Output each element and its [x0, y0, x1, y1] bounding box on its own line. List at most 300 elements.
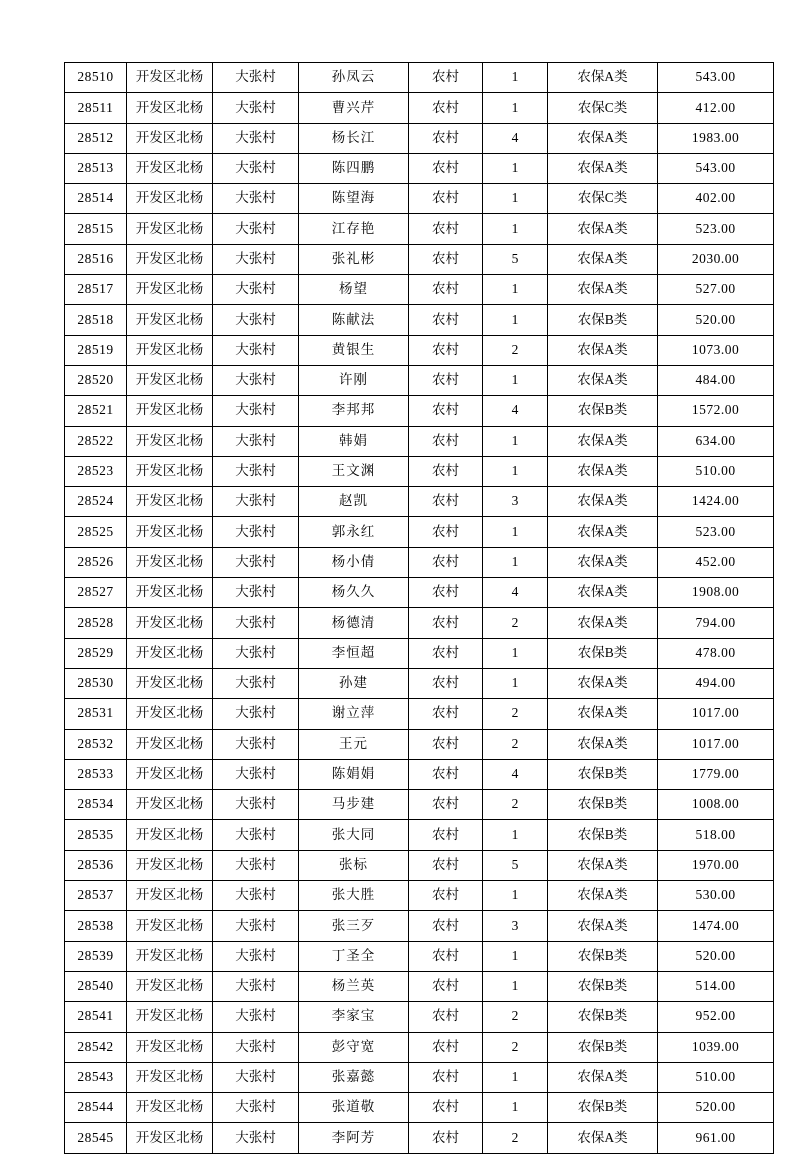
cell-amount: 961.00 — [658, 1123, 774, 1153]
table-row — [65, 63, 774, 93]
cell-town: 开发区北杨 — [127, 123, 213, 153]
cell-category: 农保A类 — [548, 335, 658, 365]
table-body — [65, 63, 774, 1154]
cell-id: 28517 — [65, 275, 127, 305]
cell-type: 农村 — [409, 790, 483, 820]
cell-category: 农保B类 — [548, 1093, 658, 1123]
cell-count: 1 — [483, 820, 548, 850]
cell-category: 农保A类 — [548, 275, 658, 305]
cell-town: 开发区北杨 — [127, 487, 213, 517]
cell-name: 江存艳 — [299, 214, 409, 244]
cell-type: 农村 — [409, 123, 483, 153]
cell-village: 大张村 — [213, 244, 299, 274]
cell-type: 农村 — [409, 214, 483, 244]
cell-town: 开发区北杨 — [127, 608, 213, 638]
cell-name: 杨小倩 — [299, 547, 409, 577]
cell-village: 大张村 — [213, 1123, 299, 1153]
cell-category: 农保A类 — [548, 1062, 658, 1092]
cell-amount: 520.00 — [658, 941, 774, 971]
cell-name: 杨长江 — [299, 123, 409, 153]
cell-count: 4 — [483, 578, 548, 608]
cell-town: 开发区北杨 — [127, 971, 213, 1001]
cell-type: 农村 — [409, 335, 483, 365]
cell-name: 孙凤云 — [299, 63, 409, 93]
cell-id: 28527 — [65, 578, 127, 608]
cell-id: 28533 — [65, 759, 127, 789]
cell-count: 4 — [483, 396, 548, 426]
cell-town: 开发区北杨 — [127, 881, 213, 911]
cell-count: 2 — [483, 608, 548, 638]
table-row — [65, 608, 774, 638]
cell-name: 李阿芳 — [299, 1123, 409, 1153]
cell-count: 1 — [483, 1093, 548, 1123]
cell-category: 农保A类 — [548, 729, 658, 759]
table-row — [65, 396, 774, 426]
cell-category: 农保A类 — [548, 699, 658, 729]
cell-name: 李邦邦 — [299, 396, 409, 426]
cell-id: 28525 — [65, 517, 127, 547]
cell-village: 大张村 — [213, 820, 299, 850]
cell-id: 28518 — [65, 305, 127, 335]
cell-category: 农保B类 — [548, 1002, 658, 1032]
cell-type: 农村 — [409, 608, 483, 638]
table-row — [65, 184, 774, 214]
cell-amount: 523.00 — [658, 214, 774, 244]
cell-village: 大张村 — [213, 759, 299, 789]
cell-amount: 1039.00 — [658, 1032, 774, 1062]
cell-count: 1 — [483, 881, 548, 911]
cell-type: 农村 — [409, 426, 483, 456]
cell-village: 大张村 — [213, 517, 299, 547]
cell-id: 28536 — [65, 850, 127, 880]
cell-id: 28541 — [65, 1002, 127, 1032]
cell-name: 韩娟 — [299, 426, 409, 456]
table-row — [65, 699, 774, 729]
cell-amount: 1983.00 — [658, 123, 774, 153]
cell-village: 大张村 — [213, 638, 299, 668]
cell-village: 大张村 — [213, 153, 299, 183]
cell-count: 3 — [483, 911, 548, 941]
cell-amount: 1017.00 — [658, 729, 774, 759]
cell-type: 农村 — [409, 456, 483, 486]
cell-category: 农保A类 — [548, 487, 658, 517]
cell-category: 农保A类 — [548, 850, 658, 880]
table-row — [65, 153, 774, 183]
cell-amount: 1474.00 — [658, 911, 774, 941]
cell-category: 农保B类 — [548, 305, 658, 335]
cell-village: 大张村 — [213, 578, 299, 608]
cell-count: 3 — [483, 487, 548, 517]
cell-type: 农村 — [409, 1123, 483, 1153]
cell-village: 大张村 — [213, 790, 299, 820]
cell-count: 2 — [483, 1002, 548, 1032]
cell-id: 28537 — [65, 881, 127, 911]
cell-village: 大张村 — [213, 1032, 299, 1062]
cell-id: 28519 — [65, 335, 127, 365]
cell-type: 农村 — [409, 1093, 483, 1123]
cell-name: 杨兰英 — [299, 971, 409, 1001]
cell-amount: 452.00 — [658, 547, 774, 577]
cell-name: 陈娟娟 — [299, 759, 409, 789]
cell-name: 陈献法 — [299, 305, 409, 335]
table-row — [65, 1123, 774, 1153]
cell-amount: 478.00 — [658, 638, 774, 668]
cell-village: 大张村 — [213, 63, 299, 93]
cell-amount: 412.00 — [658, 93, 774, 123]
cell-town: 开发区北杨 — [127, 214, 213, 244]
cell-village: 大张村 — [213, 426, 299, 456]
cell-category: 农保B类 — [548, 941, 658, 971]
table-row — [65, 881, 774, 911]
cell-count: 5 — [483, 244, 548, 274]
cell-id: 28545 — [65, 1123, 127, 1153]
cell-amount: 1073.00 — [658, 335, 774, 365]
cell-category: 农保A类 — [548, 456, 658, 486]
cell-name: 李恒超 — [299, 638, 409, 668]
table-row — [65, 1002, 774, 1032]
cell-town: 开发区北杨 — [127, 365, 213, 395]
cell-town: 开发区北杨 — [127, 517, 213, 547]
cell-id: 28511 — [65, 93, 127, 123]
cell-id: 28534 — [65, 790, 127, 820]
cell-amount: 952.00 — [658, 1002, 774, 1032]
cell-village: 大张村 — [213, 487, 299, 517]
cell-village: 大张村 — [213, 941, 299, 971]
cell-count: 1 — [483, 547, 548, 577]
cell-category: 农保C类 — [548, 184, 658, 214]
cell-id: 28535 — [65, 820, 127, 850]
cell-category: 农保A类 — [548, 63, 658, 93]
cell-id: 28529 — [65, 638, 127, 668]
cell-name: 张标 — [299, 850, 409, 880]
cell-type: 农村 — [409, 729, 483, 759]
cell-category: 农保B类 — [548, 1032, 658, 1062]
cell-type: 农村 — [409, 487, 483, 517]
cell-name: 赵凯 — [299, 487, 409, 517]
cell-type: 农村 — [409, 699, 483, 729]
cell-count: 2 — [483, 1123, 548, 1153]
cell-count: 1 — [483, 941, 548, 971]
cell-category: 农保A类 — [548, 911, 658, 941]
cell-count: 1 — [483, 214, 548, 244]
table-row — [65, 123, 774, 153]
cell-village: 大张村 — [213, 668, 299, 698]
cell-id: 28522 — [65, 426, 127, 456]
cell-count: 5 — [483, 850, 548, 880]
cell-amount: 510.00 — [658, 456, 774, 486]
cell-category: 农保A类 — [548, 578, 658, 608]
cell-category: 农保B类 — [548, 638, 658, 668]
cell-amount: 520.00 — [658, 1093, 774, 1123]
table-row — [65, 1062, 774, 1092]
table-row — [65, 668, 774, 698]
cell-name: 张三歹 — [299, 911, 409, 941]
cell-town: 开发区北杨 — [127, 1032, 213, 1062]
cell-village: 大张村 — [213, 275, 299, 305]
cell-amount: 543.00 — [658, 63, 774, 93]
cell-type: 农村 — [409, 971, 483, 1001]
cell-id: 28531 — [65, 699, 127, 729]
cell-town: 开发区北杨 — [127, 941, 213, 971]
cell-name: 陈望海 — [299, 184, 409, 214]
cell-town: 开发区北杨 — [127, 1123, 213, 1153]
cell-name: 谢立萍 — [299, 699, 409, 729]
cell-id: 28513 — [65, 153, 127, 183]
cell-category: 农保C类 — [548, 93, 658, 123]
cell-amount: 543.00 — [658, 153, 774, 183]
table-row — [65, 578, 774, 608]
cell-town: 开发区北杨 — [127, 759, 213, 789]
cell-name: 张嘉懿 — [299, 1062, 409, 1092]
cell-type: 农村 — [409, 547, 483, 577]
cell-id: 28512 — [65, 123, 127, 153]
table-row — [65, 790, 774, 820]
cell-town: 开发区北杨 — [127, 396, 213, 426]
cell-town: 开发区北杨 — [127, 578, 213, 608]
table-row — [65, 93, 774, 123]
cell-category: 农保A类 — [548, 244, 658, 274]
cell-town: 开发区北杨 — [127, 699, 213, 729]
cell-village: 大张村 — [213, 971, 299, 1001]
cell-town: 开发区北杨 — [127, 729, 213, 759]
cell-category: 农保B类 — [548, 759, 658, 789]
cell-village: 大张村 — [213, 93, 299, 123]
cell-id: 28520 — [65, 365, 127, 395]
cell-amount: 1008.00 — [658, 790, 774, 820]
cell-amount: 1908.00 — [658, 578, 774, 608]
cell-town: 开发区北杨 — [127, 1002, 213, 1032]
cell-count: 4 — [483, 123, 548, 153]
cell-village: 大张村 — [213, 305, 299, 335]
table-row — [65, 305, 774, 335]
cell-amount: 518.00 — [658, 820, 774, 850]
cell-count: 1 — [483, 305, 548, 335]
cell-type: 农村 — [409, 305, 483, 335]
table-row — [65, 547, 774, 577]
cell-count: 1 — [483, 668, 548, 698]
cell-count: 1 — [483, 93, 548, 123]
cell-name: 王文渊 — [299, 456, 409, 486]
cell-type: 农村 — [409, 638, 483, 668]
cell-amount: 1779.00 — [658, 759, 774, 789]
cell-category: 农保A类 — [548, 123, 658, 153]
table-row — [65, 487, 774, 517]
table-row — [65, 759, 774, 789]
cell-village: 大张村 — [213, 335, 299, 365]
table-row — [65, 517, 774, 547]
table-row — [65, 244, 774, 274]
cell-village: 大张村 — [213, 911, 299, 941]
table-row — [65, 214, 774, 244]
cell-category: 农保A类 — [548, 153, 658, 183]
cell-name: 杨久久 — [299, 578, 409, 608]
cell-count: 2 — [483, 729, 548, 759]
cell-town: 开发区北杨 — [127, 335, 213, 365]
cell-type: 农村 — [409, 850, 483, 880]
cell-village: 大张村 — [213, 214, 299, 244]
cell-town: 开发区北杨 — [127, 547, 213, 577]
cell-count: 1 — [483, 63, 548, 93]
cell-id: 28514 — [65, 184, 127, 214]
cell-name: 张大同 — [299, 820, 409, 850]
cell-village: 大张村 — [213, 123, 299, 153]
cell-count: 1 — [483, 1062, 548, 1092]
cell-count: 1 — [483, 184, 548, 214]
cell-type: 农村 — [409, 365, 483, 395]
cell-town: 开发区北杨 — [127, 820, 213, 850]
cell-village: 大张村 — [213, 396, 299, 426]
cell-name: 杨望 — [299, 275, 409, 305]
cell-type: 农村 — [409, 911, 483, 941]
cell-type: 农村 — [409, 517, 483, 547]
cell-id: 28540 — [65, 971, 127, 1001]
cell-village: 大张村 — [213, 365, 299, 395]
cell-village: 大张村 — [213, 547, 299, 577]
cell-name: 孙建 — [299, 668, 409, 698]
cell-type: 农村 — [409, 1002, 483, 1032]
cell-id: 28515 — [65, 214, 127, 244]
table-row — [65, 850, 774, 880]
cell-count: 2 — [483, 1032, 548, 1062]
cell-name: 丁圣全 — [299, 941, 409, 971]
cell-name: 杨德清 — [299, 608, 409, 638]
cell-category: 农保A类 — [548, 1123, 658, 1153]
table-row — [65, 275, 774, 305]
cell-count: 2 — [483, 790, 548, 820]
cell-name: 马步建 — [299, 790, 409, 820]
table-row — [65, 638, 774, 668]
cell-town: 开发区北杨 — [127, 275, 213, 305]
cell-type: 农村 — [409, 578, 483, 608]
cell-category: 农保A类 — [548, 668, 658, 698]
cell-category: 农保B类 — [548, 820, 658, 850]
cell-category: 农保A类 — [548, 608, 658, 638]
cell-id: 28524 — [65, 487, 127, 517]
table-row — [65, 335, 774, 365]
cell-village: 大张村 — [213, 184, 299, 214]
cell-village: 大张村 — [213, 1062, 299, 1092]
table-row — [65, 820, 774, 850]
table-row — [65, 365, 774, 395]
cell-village: 大张村 — [213, 699, 299, 729]
cell-type: 农村 — [409, 63, 483, 93]
cell-id: 28526 — [65, 547, 127, 577]
cell-count: 1 — [483, 638, 548, 668]
cell-town: 开发区北杨 — [127, 153, 213, 183]
table-row — [65, 1093, 774, 1123]
cell-name: 张道敬 — [299, 1093, 409, 1123]
cell-type: 农村 — [409, 941, 483, 971]
cell-amount: 514.00 — [658, 971, 774, 1001]
cell-amount: 2030.00 — [658, 244, 774, 274]
cell-type: 农村 — [409, 244, 483, 274]
cell-village: 大张村 — [213, 729, 299, 759]
cell-count: 1 — [483, 971, 548, 1001]
cell-name: 曹兴芹 — [299, 93, 409, 123]
cell-town: 开发区北杨 — [127, 426, 213, 456]
cell-amount: 794.00 — [658, 608, 774, 638]
cell-id: 28530 — [65, 668, 127, 698]
table-row — [65, 426, 774, 456]
cell-id: 28532 — [65, 729, 127, 759]
table-row — [65, 456, 774, 486]
cell-id: 28523 — [65, 456, 127, 486]
cell-type: 农村 — [409, 184, 483, 214]
cell-amount: 1424.00 — [658, 487, 774, 517]
cell-town: 开发区北杨 — [127, 1062, 213, 1092]
cell-id: 28510 — [65, 63, 127, 93]
cell-count: 1 — [483, 275, 548, 305]
cell-category: 农保B类 — [548, 396, 658, 426]
cell-type: 农村 — [409, 396, 483, 426]
cell-category: 农保A类 — [548, 426, 658, 456]
cell-amount: 520.00 — [658, 305, 774, 335]
cell-town: 开发区北杨 — [127, 911, 213, 941]
cell-category: 农保A类 — [548, 517, 658, 547]
cell-type: 农村 — [409, 668, 483, 698]
cell-count: 1 — [483, 517, 548, 547]
cell-town: 开发区北杨 — [127, 184, 213, 214]
cell-town: 开发区北杨 — [127, 638, 213, 668]
cell-amount: 402.00 — [658, 184, 774, 214]
cell-town: 开发区北杨 — [127, 456, 213, 486]
cell-id: 28538 — [65, 911, 127, 941]
table-row — [65, 1032, 774, 1062]
cell-count: 1 — [483, 456, 548, 486]
cell-village: 大张村 — [213, 1002, 299, 1032]
cell-village: 大张村 — [213, 456, 299, 486]
cell-id: 28544 — [65, 1093, 127, 1123]
cell-amount: 484.00 — [658, 365, 774, 395]
cell-id: 28516 — [65, 244, 127, 274]
cell-village: 大张村 — [213, 1093, 299, 1123]
cell-category: 农保B类 — [548, 790, 658, 820]
cell-type: 农村 — [409, 1032, 483, 1062]
table-row — [65, 941, 774, 971]
cell-town: 开发区北杨 — [127, 1093, 213, 1123]
cell-amount: 634.00 — [658, 426, 774, 456]
cell-type: 农村 — [409, 275, 483, 305]
cell-name: 黄银生 — [299, 335, 409, 365]
cell-name: 郭永红 — [299, 517, 409, 547]
cell-town: 开发区北杨 — [127, 63, 213, 93]
cell-type: 农村 — [409, 1062, 483, 1092]
cell-name: 张礼彬 — [299, 244, 409, 274]
cell-town: 开发区北杨 — [127, 850, 213, 880]
cell-category: 农保A类 — [548, 214, 658, 244]
cell-category: 农保B类 — [548, 971, 658, 1001]
cell-town: 开发区北杨 — [127, 93, 213, 123]
cell-count: 1 — [483, 365, 548, 395]
cell-type: 农村 — [409, 820, 483, 850]
table-row — [65, 729, 774, 759]
cell-name: 王元 — [299, 729, 409, 759]
subsidy-record-table — [64, 62, 774, 1154]
cell-amount: 530.00 — [658, 881, 774, 911]
cell-category: 农保A类 — [548, 881, 658, 911]
cell-amount: 510.00 — [658, 1062, 774, 1092]
cell-name: 彭守宽 — [299, 1032, 409, 1062]
cell-count: 4 — [483, 759, 548, 789]
cell-type: 农村 — [409, 153, 483, 183]
cell-town: 开发区北杨 — [127, 305, 213, 335]
cell-name: 许刚 — [299, 365, 409, 395]
cell-village: 大张村 — [213, 881, 299, 911]
cell-id: 28521 — [65, 396, 127, 426]
cell-count: 2 — [483, 699, 548, 729]
table-row — [65, 971, 774, 1001]
cell-category: 农保A类 — [548, 365, 658, 395]
